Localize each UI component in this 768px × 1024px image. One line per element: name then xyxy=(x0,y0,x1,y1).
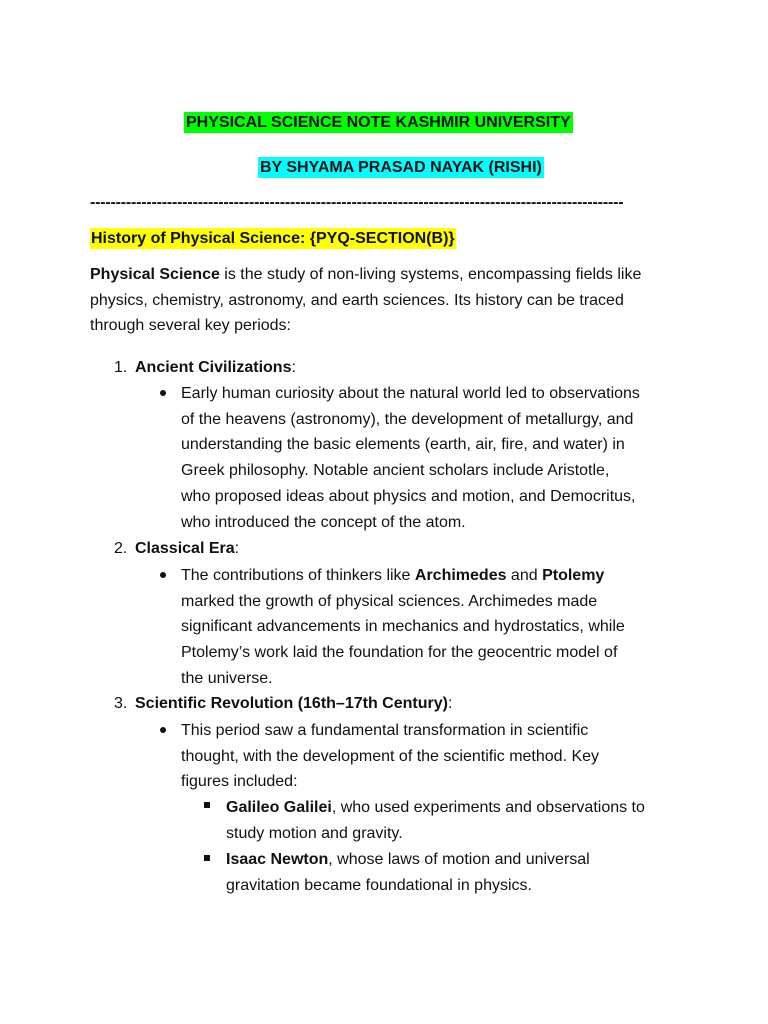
period-3-title: Scientific Revolution (16th–17th Century) xyxy=(135,695,448,712)
text-line xyxy=(226,847,590,873)
period-1-title: Ancient Civilizations xyxy=(135,359,292,376)
period-1-colon: : xyxy=(291,359,296,376)
intro-line-1-rest: is the study of non-living systems, encompassing fields like xyxy=(219,266,642,283)
period-1-bullet-text xyxy=(181,381,640,535)
text-line: who introduced the concept of the atom. xyxy=(181,513,466,531)
figure-galileo xyxy=(226,795,645,846)
text-line: understanding the basic elements (earth, air, fire, and water) in xyxy=(181,436,625,454)
bullet-dot-icon xyxy=(160,390,166,396)
text-line: This period saw a fundamental transformation in scientific xyxy=(181,722,589,739)
dashed-divider: -------------------------------------------------------------------------------------------------------- xyxy=(90,194,624,211)
text-line: figures included: xyxy=(181,773,298,791)
text-line xyxy=(226,795,645,821)
period-2-heading xyxy=(135,536,239,562)
list-number-1: 1. xyxy=(114,359,128,376)
text-line xyxy=(181,563,625,589)
document-title: PHYSICAL SCIENCE NOTE KASHMIR UNIVERSITY xyxy=(186,114,571,131)
intro-term: Physical Science xyxy=(90,266,220,283)
period-2-colon: : xyxy=(234,540,240,557)
list-number-2: 2. xyxy=(114,540,128,557)
period-3-colon: : xyxy=(447,695,453,712)
intro-line-3: through several key periods: xyxy=(90,317,291,335)
bullet-dot-icon xyxy=(160,572,166,578)
text-line: gravitation became foundational in physics. xyxy=(226,876,532,894)
intro-line-2: physics, chemistry, astronomy, and earth sciences. Its history can be traced xyxy=(90,291,624,309)
text-line: significant advancements in mechanics and hydrostatics, while xyxy=(181,618,625,636)
text-line: study motion and gravity. xyxy=(226,824,403,842)
bullet-dot-icon xyxy=(160,727,166,733)
text-line: who proposed ideas about physics and motion, and Democritus, xyxy=(181,487,636,505)
text-span: , whose laws of motion and universal xyxy=(328,851,590,868)
text-line: thought, with the development of the scientific method. Key xyxy=(181,747,600,765)
intro-paragraph xyxy=(90,262,641,339)
list-number-3: 3. xyxy=(114,695,128,712)
text-line: Ptolemy’s work laid the foundation for the geocentric model of xyxy=(181,644,618,662)
figure-name: Isaac Newton xyxy=(226,851,329,868)
period-3-heading xyxy=(135,691,452,717)
intro-line-1 xyxy=(90,262,641,288)
text-line: Greek philosophy. Notable ancient scholars include Aristotle, xyxy=(181,462,610,480)
period-2-bullet-text xyxy=(181,563,625,692)
text-line: the universe. xyxy=(181,669,273,687)
text-line: marked the growth of physical sciences. Archimedes made xyxy=(181,592,598,610)
document-author: BY SHYAMA PRASAD NAYAK (RISHI) xyxy=(260,159,542,176)
period-1-heading xyxy=(135,355,296,381)
text-line: Early human curiosity about the natural world led to observations xyxy=(181,385,640,402)
period-3-bullet-text xyxy=(181,718,599,795)
text-span: , who used experiments and observations to xyxy=(331,799,645,816)
name-archimedes: Archimedes xyxy=(414,567,507,584)
text-span: and xyxy=(506,567,543,584)
period-2-title: Classical Era xyxy=(135,540,235,557)
text-span: The contributions of thinkers like xyxy=(181,567,415,584)
bullet-square-icon xyxy=(204,855,210,861)
figure-name: Galileo Galilei xyxy=(226,799,332,816)
name-ptolemy: Ptolemy xyxy=(542,567,605,584)
section-heading: History of Physical Science: {PYQ-SECTION(B)} xyxy=(91,230,455,247)
bullet-square-icon xyxy=(204,802,210,808)
text-line: of the heavens (astronomy), the development of metallurgy, and xyxy=(181,410,634,428)
figure-newton xyxy=(226,847,590,898)
